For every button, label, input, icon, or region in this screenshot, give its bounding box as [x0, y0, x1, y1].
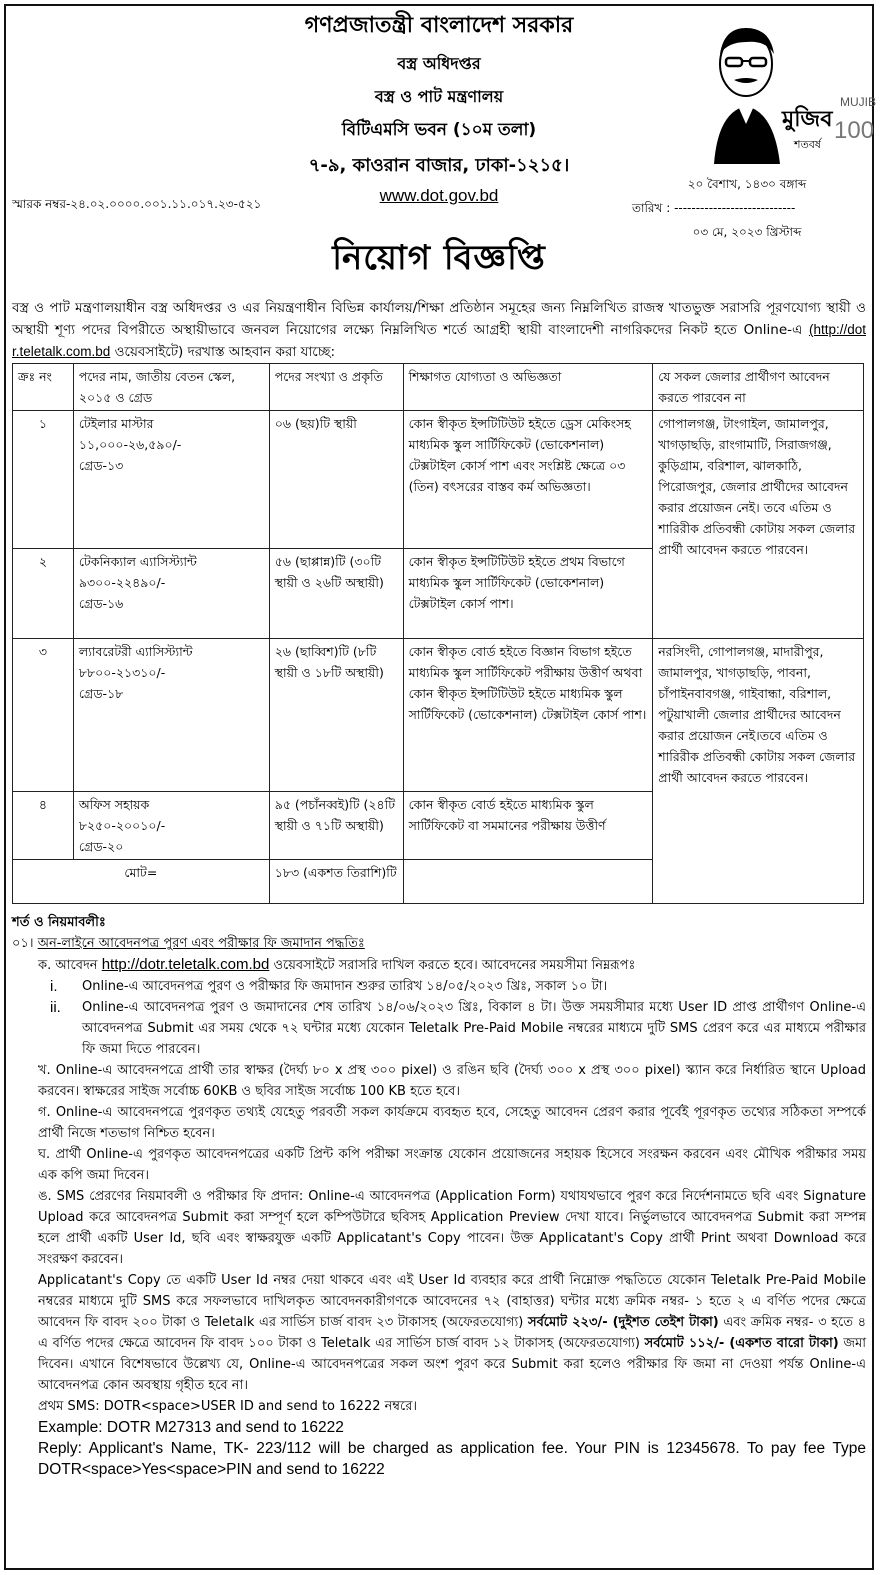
svg-text:MUJIB: MUJIB	[840, 95, 876, 109]
count-cell: ৫৬ (ছাপ্পান্ন)টি (৩০টি স্থায়ী ও ২৬টি অস্থায়ী)	[269, 549, 403, 639]
mujib-100-logo-icon	[674, 14, 876, 164]
qualification-cell: কোন স্বীকৃত বোর্ড হইতে বিজ্ঞান বিভাগ হইতে মাধ্যমিক স্কুল সার্টিফিকেট পরীক্ষায় উত্তীর্ণ অথবা কোন স্বীকৃত ইন্সটিটিউট হইতে মাধ্যমিক স্কুল সার্টিফিকেট (ভোকেশনাল) টেক্সটাইল কোর্স পাশ।	[403, 639, 653, 792]
col-serial: ক্রঃ নং	[13, 364, 74, 411]
page-title: নিয়োগ বিজ্ঞপ্তি	[332, 238, 546, 278]
svg-text:100: 100	[834, 117, 875, 144]
item-i	[12, 976, 866, 997]
fee-text-c: এবং ক্রমিক নম্বর- ৩ হতে ৪ এ বর্ণিত পদের ক্ষেত্রে আবেদন ফি বাবদ ১০০ টাকা ও Teletalk এর সার্ভিস চার্জ বাবদ ১২ টাকাসহ (অফেরতযোগ্য)	[38, 1315, 867, 1351]
section-1-heading	[12, 933, 866, 954]
col-districts: যে সকল জেলার প্রার্থীগণ আবেদন করতে পারবেন না	[653, 364, 864, 411]
section-title: অন-লাইনে আবেদনপত্র পুরণ এবং পরীক্ষার ফি জমাদান পদ্ধতিঃ	[37, 936, 365, 951]
intro-text: বস্ত্র ও পাট মন্ত্রণালয়াধীন বস্ত্র অধিদপ্তর ও এর নিয়ন্ত্রণাধীন বিভিন্ন কার্যালয়/শিক্ষা প্রতিষ্ঠান সমূহের জন্য নিম্নলিখিত রাজস্ব খাতভুক্ত সরাসরি পূরণযোগ্য স্থায়ী ও অস্থায়ী শূণ্য পদের বিপরীতে অস্থায়ীভাবে জনবল নিয়োগের লক্ষ্যে নিম্নলিখিত শর্তে আগ্রহী স্থায়ী বাংলাদেশী নাগরিকদের নিকট হতে Online-এ	[12, 300, 866, 338]
table-row	[13, 639, 864, 792]
dept-name: বস্ত্র অধিদপ্তর	[397, 54, 481, 73]
total-label: মোট=	[13, 860, 270, 904]
first-sms: প্রথম SMS: DOTR<space>USER ID and send to 16222 নম্বরে।	[38, 1399, 418, 1414]
notice-page	[4, 4, 874, 1570]
pay-scale: ৮৮০০-২১৩১০/-	[78, 665, 166, 680]
ministry-name: বস্ত্র ও পাট মন্ত্রণালয়	[374, 87, 504, 106]
pay-scale: ৯৩০০-২২৪৯০/-	[78, 575, 166, 590]
date-gregorian: ০৩ মে, ২০২৩ খ্রিস্টাব্দ	[692, 225, 802, 239]
fee-total-1: সর্বমোট ২২৩/- (দুইশত তেইশ টাকা)	[527, 1315, 719, 1330]
post-name: অফিস সহায়ক	[78, 797, 150, 812]
serial-cell: ২	[13, 549, 74, 639]
fee-paragraph	[12, 1270, 866, 1396]
item-gha: ঘ. প্রার্থী Online-এ পুরণকৃত আবেদনপত্রের একটি প্রিন্ট কপি পরীক্ষা সংক্রান্ত যেকোন প্রয়োজনের সহায়ক হিসেবে সংরক্ষন করবেন এবং মৌখিক পরীক্ষার সময় এক কপি জমা দিবেন।	[38, 1147, 866, 1183]
post-name: টেইলার মাস্টার	[78, 416, 154, 431]
pay-scale: ১১,০০০-২৬,৫৯০/-	[78, 437, 182, 452]
post-name: টেকনিক্যাল এ্যাসিস্ট্যান্ট	[78, 554, 197, 569]
pay-scale: ৮২৫০-২০০১০/-	[78, 818, 166, 833]
grade: গ্রেড-২০	[78, 839, 124, 854]
post-cell	[73, 411, 269, 549]
memo-number: স্মারক নম্বর-২৪.০২.০০০০.০০১.১১.০১৭.২৩-৫২১	[12, 197, 262, 211]
date-bangla: ২০ বৈশাখ, ১৪৩০ বঙ্গাব্দ	[687, 177, 807, 191]
date-label: তারিখ : ----------------------------	[632, 201, 796, 215]
empty-cell	[403, 860, 653, 904]
post-cell	[73, 792, 269, 860]
table-header-row	[13, 364, 864, 411]
item-ii-text: Online-এ আবেদনপত্র পুরণ ও জমাদানের শেষ তারিখ ১৪/০৬/২০২৩ খ্রিঃ, বিকাল ৪ টা। উক্ত সময়সীমার মধ্যে User ID প্রাপ্ত প্রার্থীগণ Online-এ আবেদনপত্র Submit এর সময় থেকে ৭২ ঘন্টার মধ্যে যেকোন Teletalk Pre-Paid Mobile নম্বরের মাধ্যমে দুটি SMS প্রেরণ করে এর মাধ্যমে পরীক্ষার ফি জমা দিতে পারবেন।	[82, 1000, 866, 1057]
intro-text-end: ওয়েবসাইটে) দরখাস্ত আহবান করা যাচ্ছে:	[110, 344, 336, 360]
date-block	[632, 176, 862, 244]
grade: গ্রেড-১৮	[78, 686, 124, 701]
item-ga: গ. Online-এ আবেদনপত্রে পুরণকৃত তথ্যই যেহেতু পরবর্তী সকল কার্যক্রমে ব্যবহৃত হবে, সেহেতু আবেদন প্রেরণ করার পূর্বেই পূরণকৃত তথ্যের সঠিকতা সম্পর্কে প্রার্থী নিজে শতভাগ নিশ্চিত হবেন।	[38, 1105, 866, 1141]
item-kha: খ. Online-এ আবেদনপত্রে প্রার্থী তার স্বাক্ষর (দৈর্ঘ্য ৮০ x প্রস্থ ৩০০ pixel) ও রঙিন ছবি (দৈর্ঘ্য ৩০০ x প্রস্থ ৩০০ pixel) স্ক্যান করে নির্ধারিত স্থানে Upload করবেন। স্বাক্ষরের সাইজ সর্বোচ্চ 60KB ও ছবির সাইজ সর্বোচ্চ 100 KB হতে হবে।	[38, 1063, 866, 1099]
fee-text-a: Applicatant's Copy তে একটি User Id নম্বর দেয়া থাকবে এবং এই User Id ব্যবহার করে প্রার্থী নিম্নোক্ত পদ্ধতিতে যেকোন Teletalk Pre-Paid Mobile নম্বরের মাধ্যমে দুটি SMS করে সফলভাবে দাখিলকৃত আবেদনকারীগণকে আবেদনের ৭২ (বাহাত্তর) ঘন্টার মধ্যে ক্রমিক নম্বর- ১ হতে ২ এ বর্ণিত পদের ক্ষেত্রে আবেদন ফি বাবদ ২০০ টাকা ও Teletalk এর সার্ভিস চার্জ বাবদ ২৩ টাকাসহ (অফেরতযোগ্য)	[38, 1273, 866, 1330]
serial-cell: ৪	[13, 792, 74, 860]
item-ka-post: ওয়েবসাইটে সরাসরি দাখিল করতে হবে। আবেদনের সময়সীমা নিম্নরূপঃ	[269, 958, 636, 973]
count-cell: ৯৫ (পচাঁনব্বই)টি (২৪টি স্থায়ী ও ৭১টি অস্থায়ী)	[269, 792, 403, 860]
serial-cell: ৩	[13, 639, 74, 792]
post-cell	[73, 549, 269, 639]
office-address: ৭-৯, কাওরান বাজার, ঢাকা-১২১৫।	[308, 155, 570, 176]
intro-paragraph	[6, 297, 872, 363]
fee-total-2: সর্বমোট ১১২/- (একশত বারো টাকা)	[644, 1336, 839, 1351]
sms-reply: Reply: Applicant's Name, TK- 223/112 will be charged as application fee. Your PIN is 12345678. To pay fee Type DOTR<space>Yes<space>PIN and send to 16222	[38, 1440, 866, 1478]
districts-cell: নরসিংদী, গোপালগঞ্জ, মাদারীপুর, জামালপুর, খাগড়াছড়ি, পাবনা, চাঁপাইনবাবগঞ্জ, গাইবান্ধা, বরিশাল, পটুয়াখালী জেলার প্রার্থীদের আবেদন করার প্রয়োজন নেই।তবে এতিম ও শারিরীক প্রতিবন্ধী কোটায় সকল জেলার প্রার্থী আবেদন করতে পারবেন।	[653, 639, 864, 904]
table-row	[13, 411, 864, 549]
roman-number: i.	[50, 978, 58, 995]
total-value: ১৮৩ (একশত তিরাশি)টি	[269, 860, 403, 904]
intro-link[interactable]: (http://dot r.teletalk.com.bd	[12, 322, 866, 359]
apply-link[interactable]: http://dotr.teletalk.com.bd	[101, 956, 270, 973]
districts-cell: গোপালগঞ্জ, টাংগাইল, জামালপুর, খাগড়াছড়ি, রাংগামাটি, সিরাজগঞ্জ, কুড়িগ্রাম, বরিশাল, ঝালকাঠি, পিরোজপুর, জেলার প্রার্থীদের আবেদন করার প্রয়োজন নেই। তবে এতিম ও শারিরীক প্রতিবন্ধী কোটায় সকল জেলার প্রার্থী আবেদন করতে পারবেন।	[653, 411, 864, 639]
item-i-text: Online-এ আবেদনপত্র পুরণ ও পরীক্ষার ফি জমাদান শুরুর তারিখ ১৪/০৫/২০২৩ খ্রিঃ, সকাল ১০ টা।	[82, 979, 608, 994]
grade: গ্রেড-১৩	[78, 458, 124, 473]
serial-cell: ১	[13, 411, 74, 549]
roman-number: ii.	[50, 999, 61, 1016]
vacancy-table	[12, 363, 864, 904]
col-qualification: শিক্ষাগত যোগ্যতা ও অভিজ্ঞতা	[403, 364, 653, 411]
govt-name: গণপ্রজাতন্ত্রী বাংলাদেশ সরকার	[304, 13, 574, 38]
qualification-cell: কোন স্বীকৃত ইন্সটিটিউট হইতে প্রথম বিভাগে মাধ্যমিক স্কুল সার্টিফিকেট (ভোকেশনাল) টেক্সটাইল কোর্স পাশ।	[403, 549, 653, 639]
count-cell: ২৬ (ছাব্বিশ)টি (৮টি স্থায়ী ও ১৮টি অস্থায়ী)	[269, 639, 403, 792]
sms-example: Example: DOTR M27313 and send to 16222	[38, 1419, 344, 1436]
section-number: ০১।	[12, 936, 34, 951]
grade: গ্রেড-১৬	[78, 596, 124, 611]
conditions-section	[6, 912, 872, 1480]
svg-text:শতবর্ষ: শতবর্ষ	[794, 138, 821, 151]
count-cell: ০৬ (ছয়)টি স্থায়ী	[269, 411, 403, 549]
post-cell	[73, 639, 269, 792]
item-ii	[12, 997, 866, 1060]
website-link[interactable]: www.dot.gov.bd	[379, 186, 499, 205]
svg-text:মুজিব: মুজিব	[782, 107, 833, 132]
letterhead	[6, 8, 876, 239]
col-post: পদের নাম, জাতীয় বেতন স্কেল, ২০১৫ ও গ্রেড	[73, 364, 269, 411]
qualification-cell: কোন স্বীকৃত ইন্সটিটিউট হইতে ড্রেস মেকিংসহ মাধ্যমিক স্কুল সার্টিফিকেট (ভোকেশনাল) টেক্সটাইল কোর্স পাশ এবং সংশ্লিষ্ট ক্ষেত্রে ০৩ (তিন) বৎসরের বাস্তব কর্ম অভিজ্ঞতা।	[403, 411, 653, 549]
qualification-cell: কোন স্বীকৃত বোর্ড হইতে মাধ্যমিক স্কুল সার্টিফিকেট বা সমমানের পরীক্ষায় উত্তীর্ণ	[403, 792, 653, 860]
item-ka-pre: ক. আবেদন	[38, 958, 102, 973]
building-name: বিটিএমসি ভবন (১০ম তলা)	[341, 120, 537, 140]
item-ka	[12, 954, 866, 976]
post-name: ল্যাবরেটরী এ্যাসিস্ট্যান্ট	[78, 644, 193, 659]
fee-text-e: জমা দিবেন। এখানে বিশেষভাবে উল্লেখ্য যে, Online-এ আবেদনপত্রের সকল অংশ পুরণ করে Submit করা হলেও পরীক্ষার ফি জমা না দেওয়া পর্যন্ত Online-এ আবেদনপত্র কোন অবস্থায় গৃহীত হবে না।	[38, 1336, 866, 1393]
conditions-heading: শর্ত ও নিয়মাবলীঃ	[12, 915, 106, 930]
item-umo: ঙ. SMS প্রেরণের নিয়মাবলী ও পরীক্ষার ফি প্রদান: Online-এ আবেদনপত্র (Application Form) যথাযথভাবে পুরণ করে নির্দেশনামতে ছবি এবং Signature Upload করে আবেদনপত্র Submit করা সম্পূর্ণ হলে কম্পিউটারে ছবিসহ Application Preview দেখা যাবে। নির্ভুলভাবে আবেদনপত্র Submit করা সম্পন্ন হলে প্রার্থী একটি User Id, ছবি এবং স্বাক্ষরযুক্ত একটি Applicatant's Copy পাবেন। উক্ত Applicatant's Copy প্রার্থী Print অথবা Download করে সংরক্ষণ করবেন।	[38, 1189, 866, 1267]
col-count: পদের সংখ্যা ও প্রকৃতি	[269, 364, 403, 411]
